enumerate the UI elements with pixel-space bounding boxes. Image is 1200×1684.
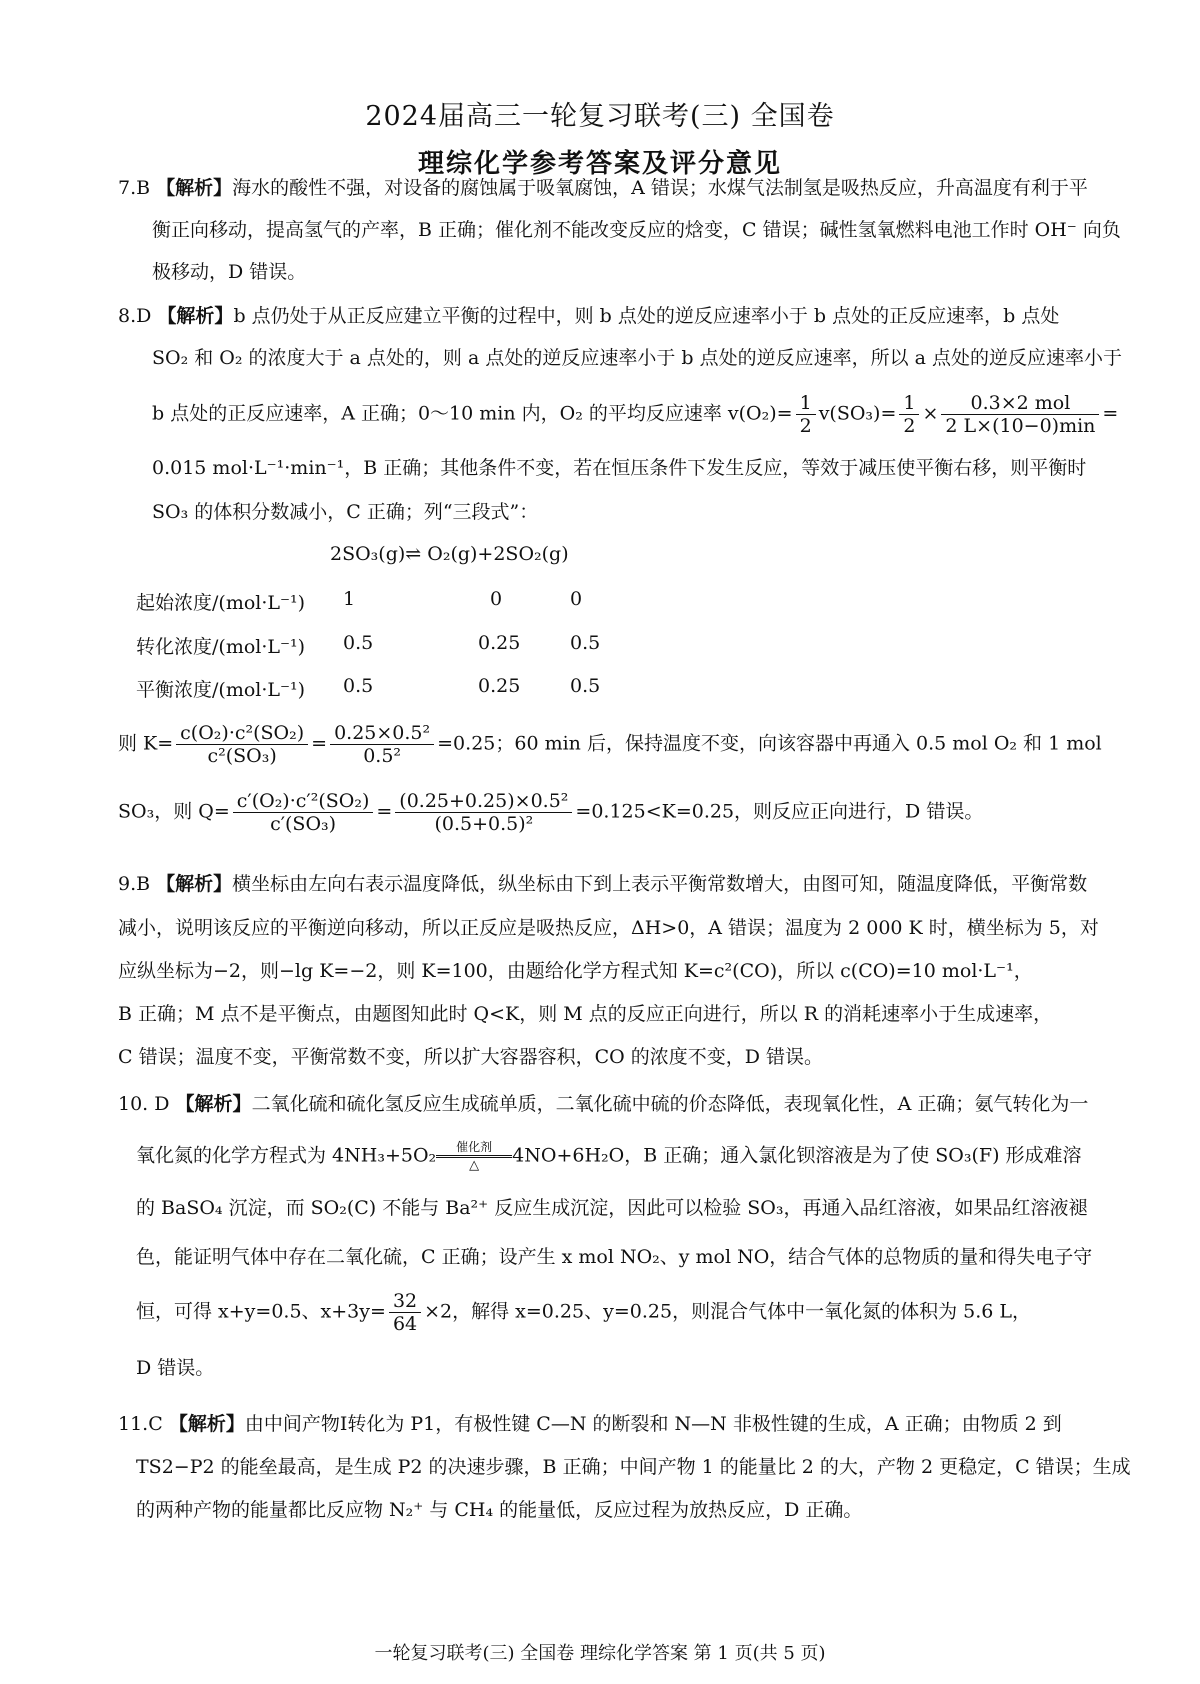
table-row-3-b: 0.25 — [478, 675, 521, 697]
q10-line-4: 色，能证明气体中存在二氧化硫，C 正确；设产生 x mol NO₂、y mol NO，结合气体的总物质的量和得失电子守 — [136, 1246, 1093, 1268]
fraction-q-expr: $\frac{\text{c′(O₂)·c′²(SO₂)}}{\text{c′(SO₃)}}$ — [233, 790, 374, 835]
q8-label: 8.D — [118, 305, 152, 327]
q8-tag: 【解析】 — [157, 305, 234, 327]
fraction-q-value: $\frac{\text{(0.25+0.25)×0.5²}}{\text{(0.5+0.5)²}}$ — [395, 790, 572, 835]
q10-label: 10. D — [118, 1093, 170, 1115]
q7-text-1: 海水的酸性不强，对设备的腐蚀属于吸氧腐蚀，A 错误；水煤气法制氢是吸热反应，升高温度有利于平 — [232, 177, 1088, 199]
q8-text-1: b 点仍处于从正反应建立平衡的过程中，则 b 点处的逆反应速率小于 b 点处的正反应速率，b 点处 — [233, 305, 1060, 327]
q9-line-2: 减小，说明该反应的平衡逆向移动，所以正反应是吸热反应，ΔH>0，A 错误；温度为 2 000 K 时，横坐标为 5，对 — [118, 917, 1099, 939]
table-row-3-label: 平衡浓度/(mol·L⁻¹) — [136, 679, 306, 701]
q10-tag: 【解析】 — [175, 1093, 252, 1115]
q11-line-1: 11.C 【解析】由中间产物Ⅰ转化为 P1，有极性键 C—N 的断裂和 N—N 非极性键的生成，A 正确；由物质 2 到 — [118, 1413, 1062, 1435]
fraction-rate: $\frac{\text{0.3×2 mol}}{2 L\times(10-0)\min}$ — [941, 392, 1099, 437]
fraction-32-64: $\frac{32}{64}$ — [389, 1290, 421, 1335]
fraction-k-value: $\frac{\text{0.25×0.5²}}{\text{0.5²}}$ — [330, 722, 434, 767]
table-row-1-c: 0 — [570, 588, 583, 610]
table-row-2-c: 0.5 — [570, 632, 601, 654]
q8-equation: 2SO₃(g)⇌ O₂(g)+2SO₂(g) — [330, 543, 569, 565]
q7-line-3: 极移动，D 错误。 — [152, 261, 307, 283]
q8-q-line: SO₃，则 Q= $\frac{\text{c′(O₂)·c′²(SO₂)}}{\text{c′(SO₃)}}$ = $\frac{\text{(0.25+0.25)×0.5²}}{\text{(0.5+0.5)²}}$ =0.125<K=0.25，则反应正向进行，D 错误。 — [118, 790, 984, 835]
table-row-2-label: 转化浓度/(mol·L⁻¹) — [136, 636, 306, 658]
fraction-half-2: $\frac{1}{2}$ — [899, 392, 919, 437]
q10-line-3: 的 BaSO₄ 沉淀，而 SO₂(C) 不能与 Ba²⁺ 反应生成沉淀，因此可以检验 SO₃，再通入品红溶液，如果品红溶液褪 — [136, 1197, 1088, 1219]
q11-line-3: 的两种产物的能量都比反应物 N₂⁺ 与 CH₄ 的能量低，反应过程为放热反应，D 正确。 — [136, 1499, 863, 1521]
page-subtitle: 理综化学参考答案及评分意见 — [417, 149, 782, 179]
q9-line-3: 应纵坐标为−2，则−lg K=−2，则 K=100，由题给化学方程式知 K=c²(CO)，所以 c(CO)=10 mol·L⁻¹， — [118, 960, 1033, 982]
q7-tag: 【解析】 — [156, 177, 233, 199]
q7-line-1 — [118, 174, 1088, 202]
page-title: 2024届高三一轮复习联考(三) 全国卷 — [365, 101, 835, 132]
page-footer: 一轮复习联考(三) 全国卷 理综化学答案 第 1 页(共 5 页) — [374, 1643, 826, 1664]
q7-line-2: 衡正向移动，提高氢气的产率，B 正确；催化剂不能改变反应的焓变，C 错误；碱性氢氧燃料电池工作时 OH⁻ 向负 — [152, 219, 1121, 241]
q8-line-3 — [152, 392, 1118, 437]
q9-line-4: B 正确；M 点不是平衡点，由题图知此时 Q<K，则 M 点的反应正向进行，所以 R 的消耗速率小于生成速率， — [118, 1003, 1053, 1025]
q8-text-3b: v(SO₃)= — [818, 402, 897, 425]
q11-label: 11.C — [118, 1413, 163, 1435]
q8-line-2: SO₂ 和 O₂ 的浓度大于 a 点处的，则 a 点处的逆反应速率小于 b 点处的逆反应速率，所以 a 点处的逆反应速率小于 — [152, 347, 1122, 369]
q8-text-3a: b 点处的正反应速率，A 正确；0～10 min 内，O₂ 的平均反应速率 v(O₂)= — [152, 402, 793, 425]
q8-text-3c: × — [922, 402, 939, 425]
q8-line-1 — [118, 302, 1059, 330]
q10-line-6: D 错误。 — [136, 1357, 215, 1379]
fraction-k-expr: $\frac{\text{c(O₂)·c²(SO₂)}}{\text{c²(SO₃)}}$ — [176, 722, 308, 767]
q10-line-1: 10. D 【解析】二氧化硫和硫化氢反应生成硫单质，二氧化硫中硫的价态降低，表现氧化性，A 正确；氨气转化为一 — [118, 1093, 1089, 1115]
q8-line-5: SO₃ 的体积分数减小，C 正确；列“三段式”： — [152, 501, 539, 523]
table-row-2-b: 0.25 — [478, 632, 521, 654]
table-row-2-a: 0.5 — [343, 632, 374, 654]
table-row-1-a: 1 — [343, 588, 356, 610]
table-row-3-a: 0.5 — [343, 675, 374, 697]
q9-line-5: C 错误；温度不变，平衡常数不变，所以扩大容器容积，CO 的浓度不变，D 错误。 — [118, 1046, 824, 1068]
q10-line-2: 氧化氮的化学方程式为 4NH₃+5O₂ 催化剂 △ 4NO+6H₂O，B 正确；通入氯化钡溶液是为了使 SO₃(F) 形成难溶 — [136, 1140, 1082, 1173]
fraction-half-1: $\frac{1}{2}$ — [796, 392, 816, 437]
q11-tag: 【解析】 — [168, 1413, 245, 1435]
q11-line-2: TS2−P2 的能垒最高，是生成 P2 的决速步骤，B 正确；中间产物 1 的能量比 2 的大，产物 2 更稳定，C 错误；生成 — [136, 1456, 1131, 1478]
q9-line-1: 9.B 【解析】横坐标由左向右表示温度降低，纵坐标由下到上表示平衡常数增大，由图可知，随温度降低，平衡常数 — [118, 873, 1088, 895]
table-row-3-c: 0.5 — [570, 675, 601, 697]
reaction-condition: 催化剂 △ — [436, 1140, 512, 1173]
q8-text-3d: = — [1102, 402, 1119, 425]
table-row-1-b: 0 — [490, 588, 503, 610]
q8-line-4: 0.015 mol·L⁻¹·min⁻¹，B 正确；其他条件不变，若在恒压条件下发生反应，等效于减压使平衡右移，则平衡时 — [152, 457, 1087, 479]
q8-k-line: 则 K= $\frac{\text{c(O₂)·c²(SO₂)}}{\text{c²(SO₃)}}$ = $\frac{\text{0.25×0.5²}}{\text{0.5²}}$ =0.25；60 min 后，保持温度不变，向该容器中再通入 0.5 mol O₂ 和 1 mol — [118, 722, 1102, 767]
q7-label: 7.B — [118, 177, 151, 199]
table-row-1-label: 起始浓度/(mol·L⁻¹) — [136, 592, 306, 614]
q9-label: 9.B — [118, 873, 151, 895]
q9-tag: 【解析】 — [156, 873, 233, 895]
q10-line-5: 恒，可得 x+y=0.5、x+3y= $\frac{32}{64}$ ×2，解得 x=0.25、y=0.25，则混合气体中一氧化氮的体积为 5.6 L， — [136, 1290, 1031, 1335]
